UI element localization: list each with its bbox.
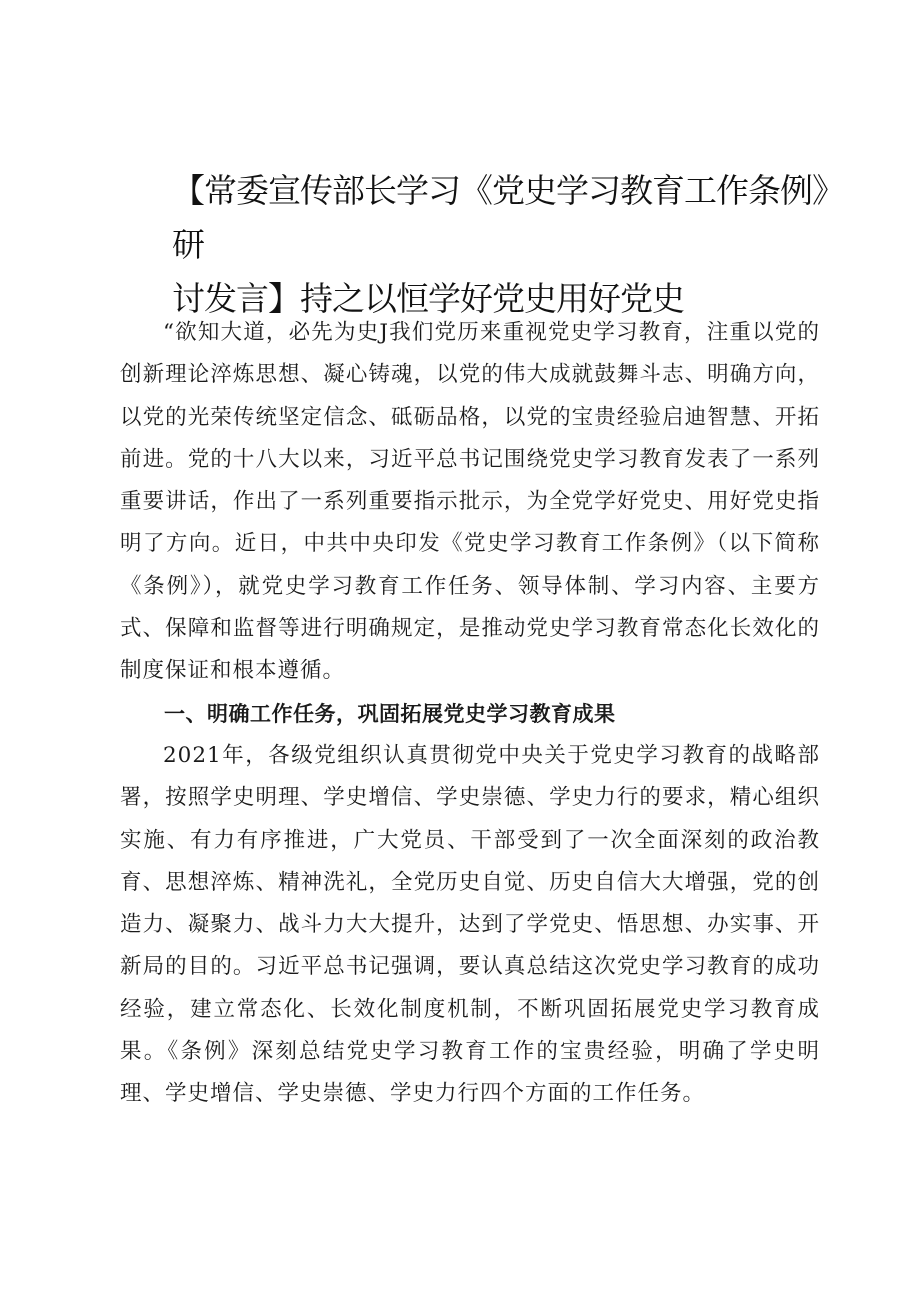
section-1-paragraph: 2021年，各级党组织认真贯彻党中央关于党史学习教育的战略部署，按照学史明理、学史增信、学史崇德、学史力行的要求，精心组织实施、有力有序推进，广大党员、干部受到了一次全面深刻的政治教育、思想淬炼、精神洗礼，全党历史自觉、历史自信大大增强，党的创造力、凝聚力、战斗力大大提升，达到了学党史、悟思想、办实事、开新局的目的。习近平总书记强调，要认真总结这次党史学习教育的成功经验，建立常态化、长效化制度机制，不断巩固拓展党史学习教育成果。《条例》深刻总结党史学习教育工作的宝贵经验，明确了学史明理、学史增信、学史崇德、学史力行四个方面的工作任务。 — [120, 742, 820, 1107]
document-title — [172, 164, 832, 326]
title-line-1: 【常委宣传部长学习《党史学习教育工作条例》研 — [172, 171, 828, 264]
section-heading-1: 一、明确工作任务，巩固拓展党史学习教育成果 — [164, 701, 616, 726]
intro-paragraph: “欲知大道，必先为史J我们党历来重视党史学习教育，注重以党的创新理论淬炼思想、凝心铸魂，以党的伟大成就鼓舞斗志、明确方向，以党的光荣传统坚定信念、砥砺品格，以党的宝贵经验启迪智慧、开拓前进。党的十八大以来，习近平总书记围绕党史学习教育发表了一系列重要讲话，作出了一系列重要指示批示，为全党学好党史、用好党史指明了方向。近日，中共中央印发《党史学习教育工作条例》（以下简称《条例》），就党史学习教育工作任务、领导体制、学习内容、主要方式、保障和监督等进行明确规定，是推动党史学习教育常态化长效化的制度保证和根本遵循。 — [120, 320, 820, 684]
document-body — [120, 312, 820, 1116]
title-line-2: 讨发言】持之以恒学好党史用好党史 — [172, 279, 684, 318]
